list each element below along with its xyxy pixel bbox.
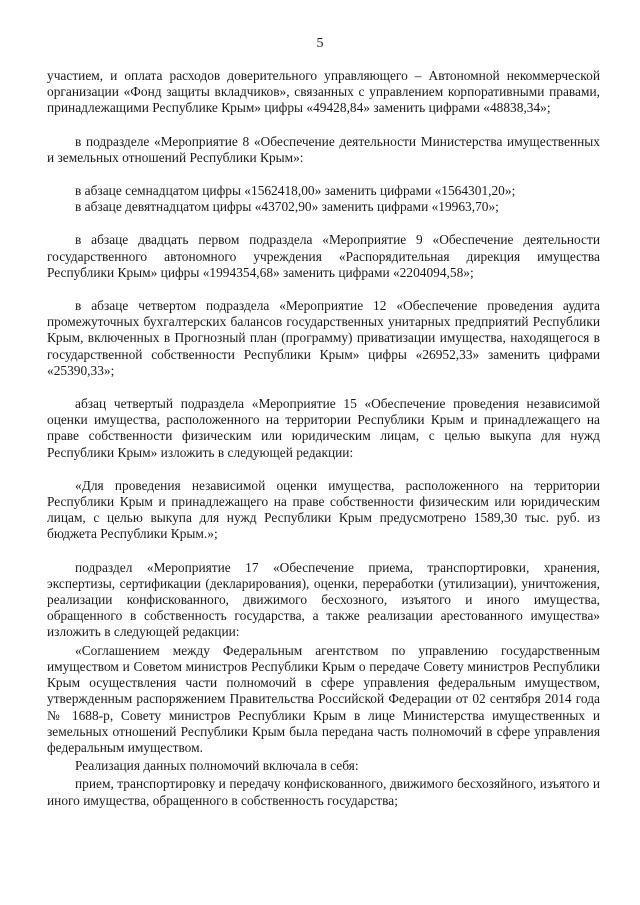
paragraph-measure-17: подраздел «Мероприятие 17 «Обеспечение приема, транспортировки, хранения, экспертизы, сертификации (декларирования), оценки, переработки (утилизации), уничтожения, реализации конфискованного, движимого бесхозного, изъятого и иного имущества, обращенного в собственность государства, а также реализации арестованного имущества» изложить в следующей редакции: [47,559,600,640]
paragraph-measure-15: абзац четвертый подраздела «Мероприятие 15 «Обеспечение проведения независимой оценки имущества, расположенного на территории Республики Крым и принадлежащего на праве собственности физическим или юридическим лицам, с целью выкупа для нужд Республики Крым» изложить в следующей редакции: [47,396,600,460]
page-number: 5 [316,36,324,51]
paragraph-trust-manager-expenses: участием, и оплата расходов доверительного управляющего – Автономной некоммерческой организации «Фонд защиты вкладчиков», связанных с управлением корпоративными правами, принадлежащими Республике Крым» цифры «49428,84» заменить цифрами «48838,34»; [47,68,600,116]
paragraph-powers-item-1: прием, транспортировку и передачу конфискованного, движимого бесхозяйного, изъятого и иного имущества, обращенного в собственность государства; [47,776,600,808]
paragraph-measure-8-item-19: в абзаце девятнадцатом цифры «43702,90» заменить цифрами «19963,70»; [75,199,499,215]
paragraph-measure-9: в абзаце двадцать первом подраздела «Мероприятие 9 «Обеспечение деятельности государственного автономного учреждения «Распорядительная дирекция имущества Республики Крым» цифры «1994354,68» заменить цифрами «2204094,58»; [47,232,600,280]
paragraph-measure-17-agreement: «Соглашением между Федеральным агентством по управлению государственным имуществом и Советом министров Республики Крым о передаче Совету министров Республики Крым осуществления части полномочий в сфере управления федеральным имуществом, утвержденным распоряжением Правительства Российской Федерации от 02 сентября 2014 года № 1688-р, Совету министров Республики Крым в лице Министерства имущественных и земельных отношений Республики Крым была передана часть полномочий в сфере управления федеральным имуществом. [47,642,600,755]
paragraph-powers-intro: Реализация данных полномочий включала в себя: [75,758,359,774]
paragraph-measure-15-new-text: «Для проведения независимой оценки имущества, расположенного на территории Республики Крым и принадлежащего на праве собственности физическим или юридическим лицам, с целью выкупа для нужд Республики Крым предусмотрено 1589,30 тыс. руб. из бюджета Республики Крым.»; [47,477,600,542]
paragraph-measure-8-heading: в подразделе «Мероприятие 8 «Обеспечение деятельности Министерства имущественных и земельных отношений Республики Крым»: [47,133,600,165]
paragraph-measure-12: в абзаце четвертом подраздела «Мероприятие 12 «Обеспечение проведения аудита промежуточных бухгалтерских балансов государственных унитарных предприятий Республики Крым, включенных в Прогнозный план (программу) приватизации имущества, находящегося в государственной собственности Республики Крым» цифры «26952,33» заменить цифрами «25390,33»; [47,298,600,378]
document-body [47,68,600,809]
paragraph-measure-8-item-17: в абзаце семнадцатом цифры «1562418,00» заменить цифрами «1564301,20»; [75,183,516,199]
